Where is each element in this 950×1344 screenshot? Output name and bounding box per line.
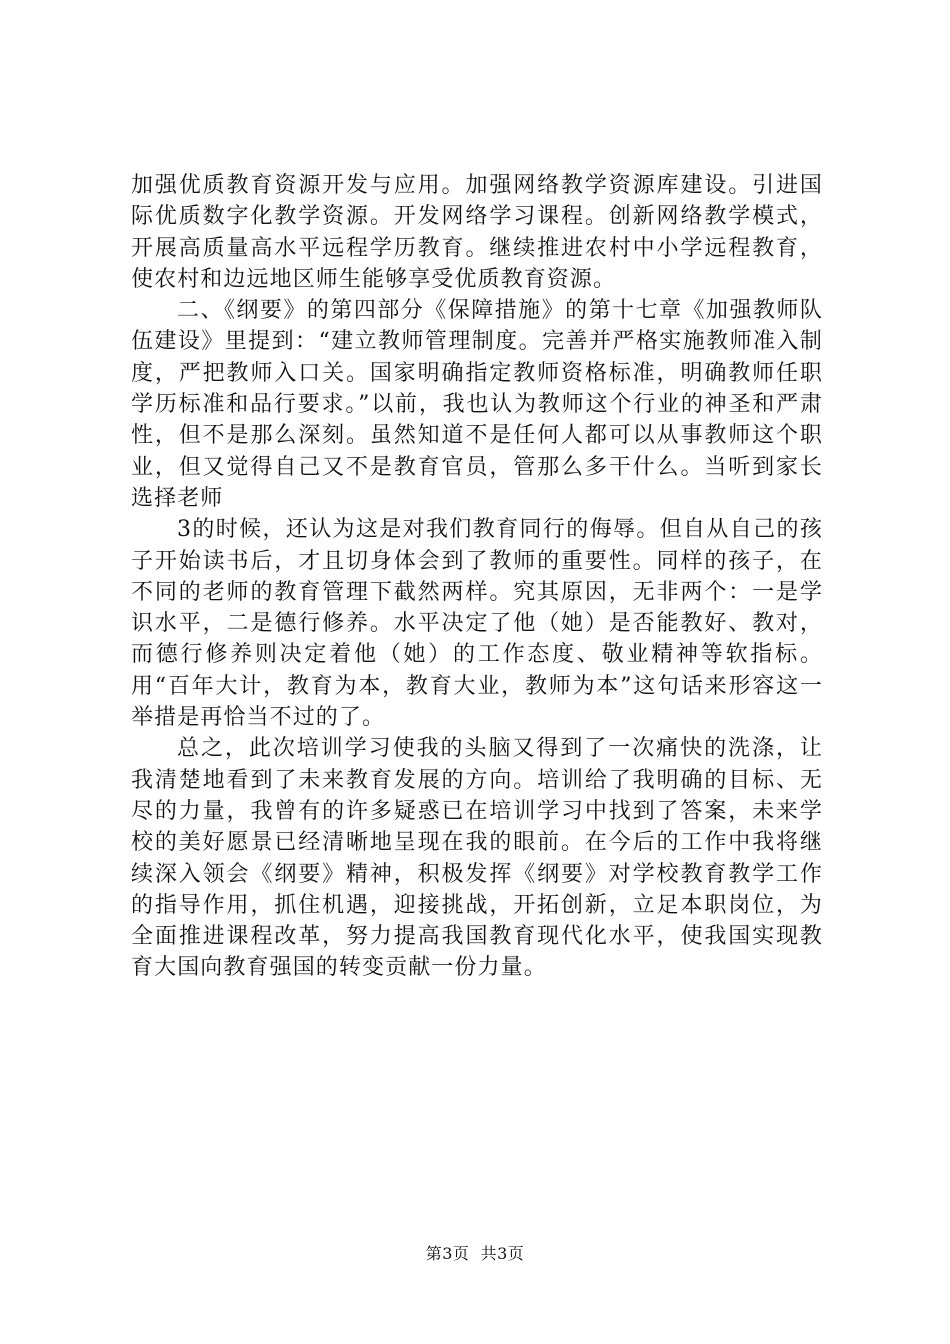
document-body	[131, 170, 823, 984]
page-number: 第3页 共3页	[425, 1244, 525, 1263]
page-footer	[0, 1241, 950, 1264]
paragraph-teacher-management: 二、《纲要》的第四部分《保障措施》的第十七章《加强教师队伍建设》里提到：“建立教师管理制度。完善并严格实施教师准入制度，严把教师入口关。国家明确指定教师资格标准，明确教师任职学历标准和品行要求。”以前，我也认为教师这个行业的神圣和严肃性，但不是那么深刻。虽然知道不是任何人都可以从事教师这个职业，但又觉得自己又不是教育官员，管那么多干什么。当听到家长选择老师	[131, 298, 823, 511]
paragraph-teacher-importance: 3的时候，还认为这是对我们教育同行的侮辱。但自从自己的孩子开始读书后，才且切身体会到了教师的重要性。同样的孩子，在不同的老师的教育管理下截然两样。究其原因，无非两个：一是学识水平，二是德行修养。水平决定了他（她）是否能教好、教对，而德行修养则决定着他（她）的工作态度、敬业精神等软指标。用“百年大计，教育为本，教育大业，教师为本”这句话来形容这一举措是再恰当不过的了。	[131, 517, 823, 731]
paragraph-resources: 加强优质教育资源开发与应用。加强网络教学资源库建设。引进国际优质数字化教学资源。开发网络学习课程。创新网络教学模式，开展高质量高水平远程学历教育。继续推进农村中小学远程教育，使农村和边远地区师生能够享受优质教育资源。	[131, 173, 823, 292]
paragraph-summary: 总之，此次培训学习使我的头脑又得到了一次痛快的洗涤，让我清楚地看到了未来教育发展的方向。培训给了我明确的目标、无尽的力量，我曾有的许多疑惑已在培训学习中找到了答案，未来学校的美好愿景已经清晰地呈现在我的眼前。在今后的工作中我将继续深入领会《纲要》精神，积极发挥《纲要》对学校教育教学工作的指导作用，抓住机遇，迎接挑战，开拓创新，立足本职岗位，为全面推进课程改革，努力提高我国教育现代化水平，使我国实现教育大国向教育强国的转变贡献一份力量。	[131, 736, 823, 981]
